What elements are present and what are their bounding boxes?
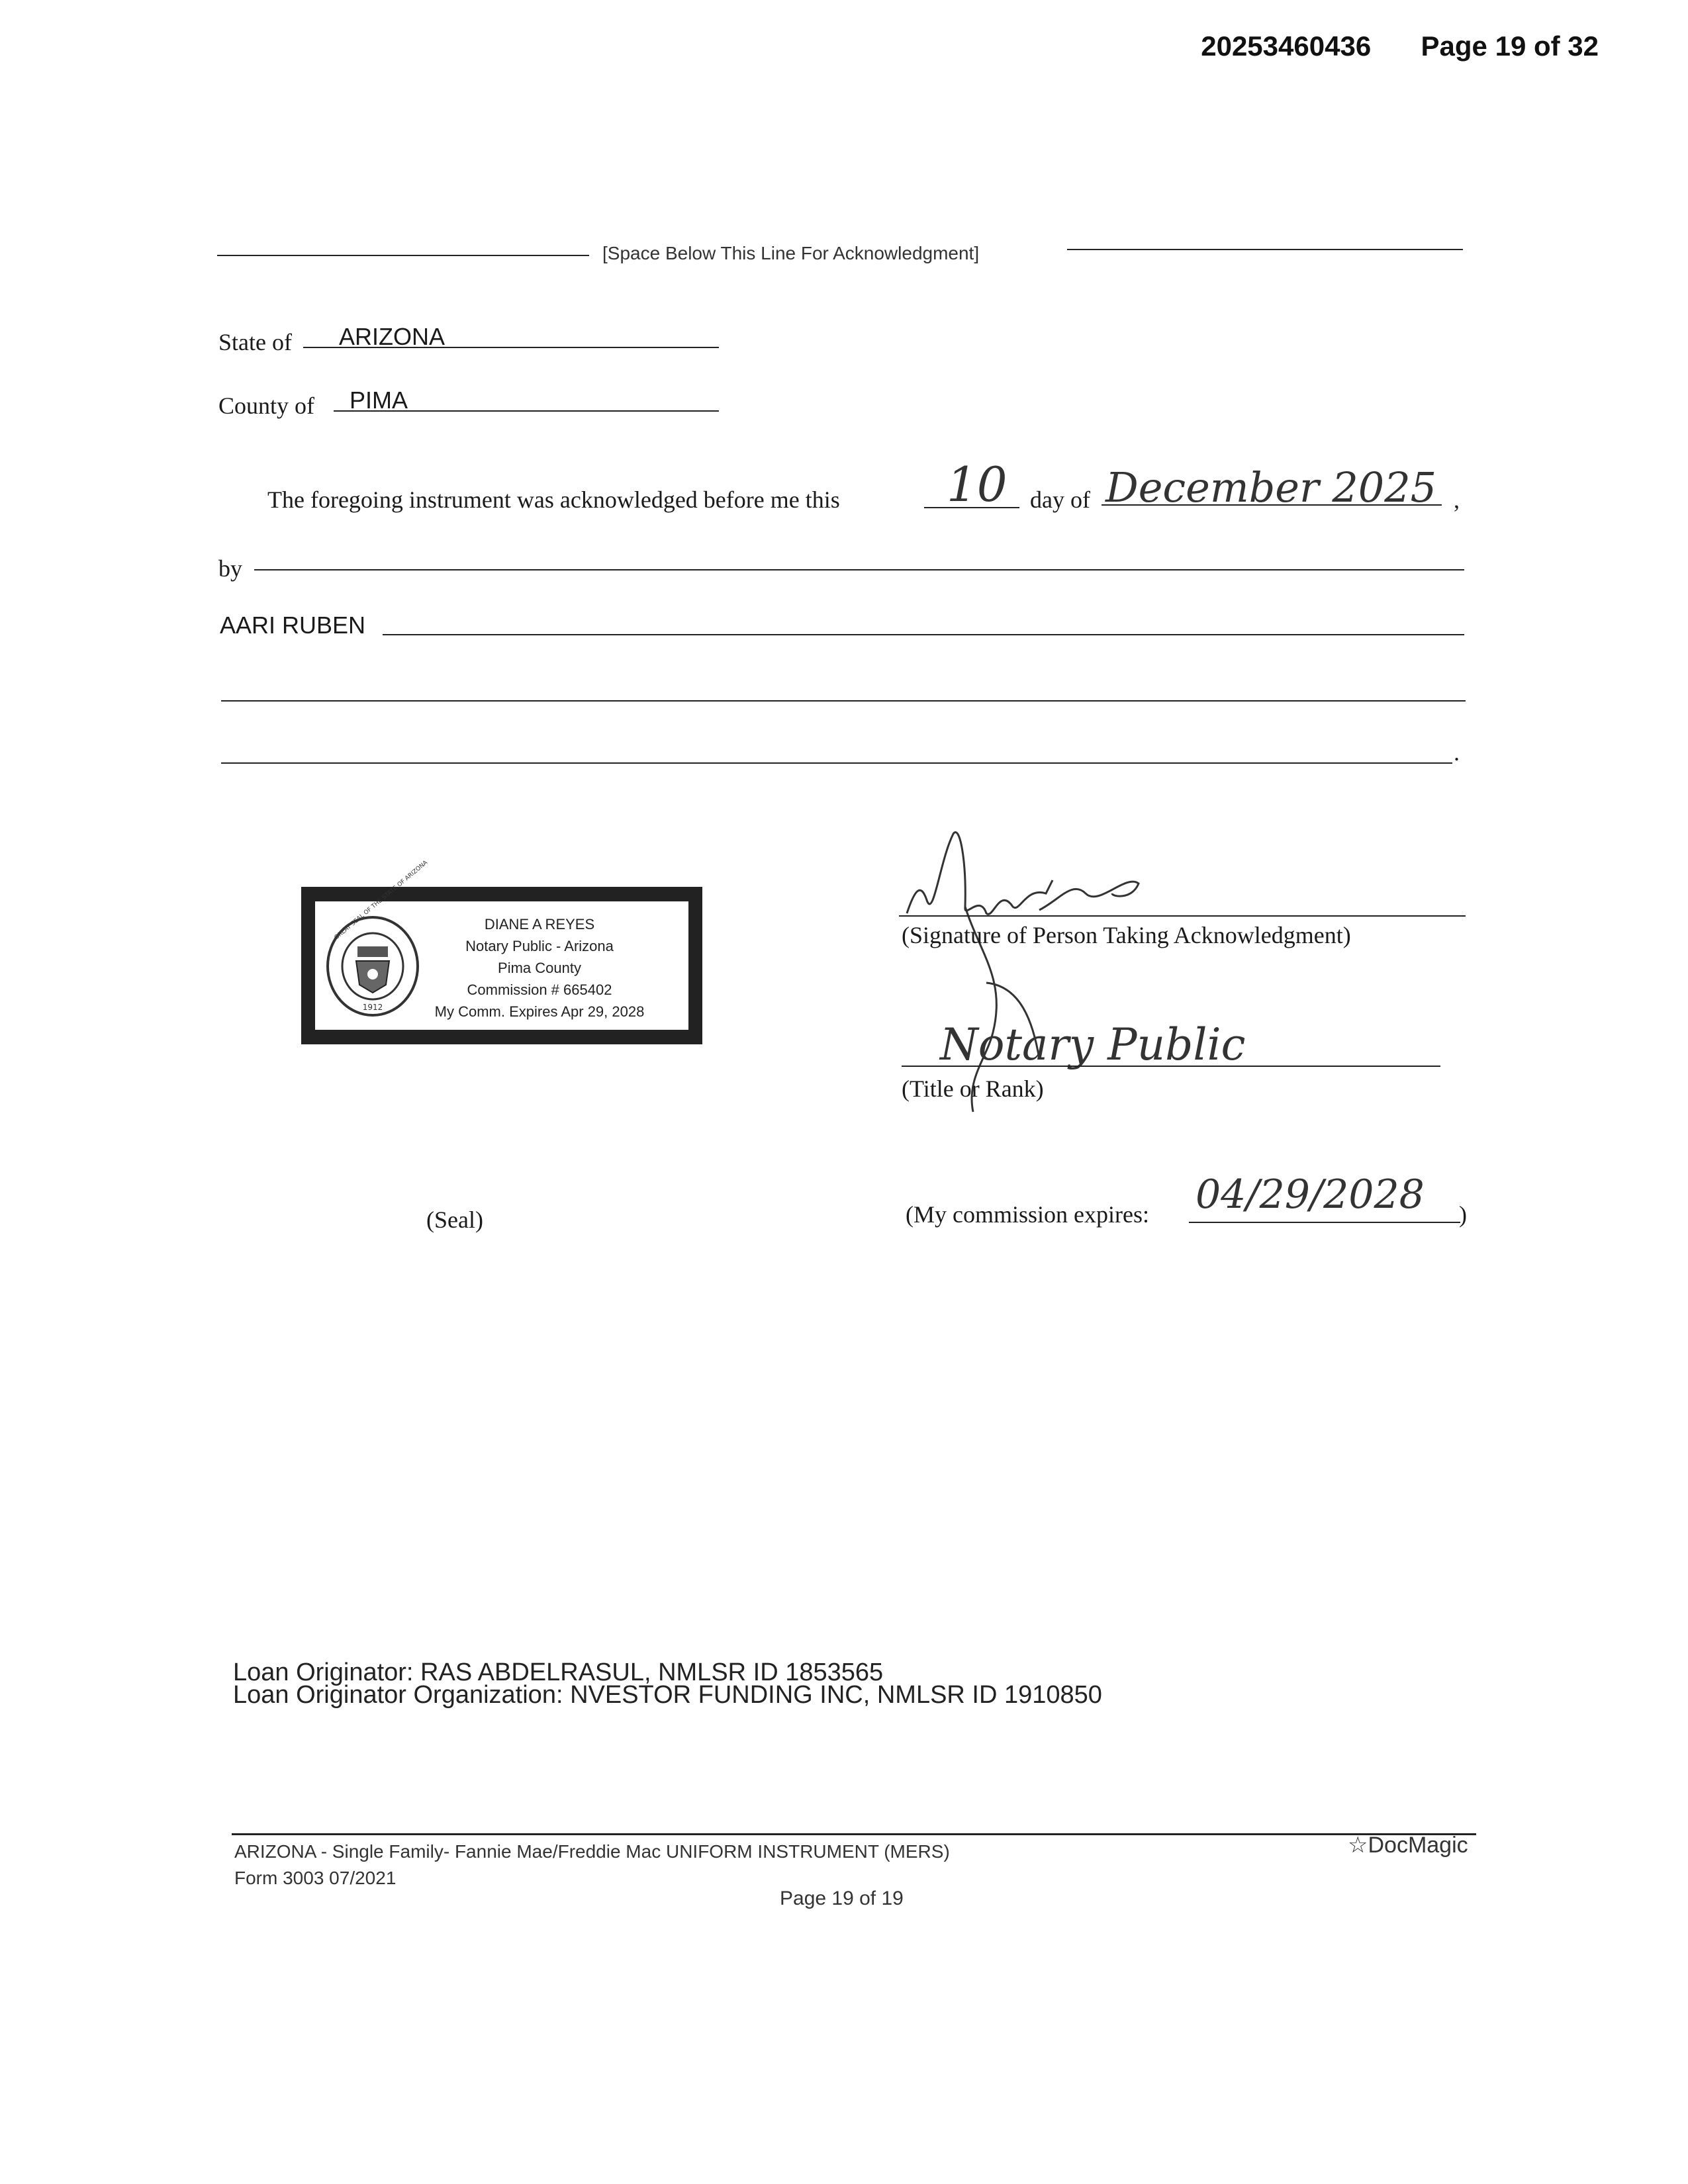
footer-rule: [232, 1833, 1476, 1835]
recording-header: [1201, 30, 1599, 62]
footer-page-of: Page 19 of 19: [780, 1888, 904, 1909]
day-handwritten: 10: [947, 457, 1008, 512]
by-underline: [254, 569, 1464, 570]
title-handwritten: Notary Public: [940, 1019, 1246, 1070]
stamp-expires: My Comm. Expires Apr 29, 2028: [434, 1003, 645, 1020]
county-value: PIMA: [350, 387, 408, 414]
loan-originator-organization-line: Loan Originator Organization: NVESTOR FUNDING INC, NMLSR ID 1910850: [233, 1681, 1102, 1709]
title-underline: [902, 1066, 1440, 1067]
footer-form-title: ARIZONA - Single Family- Fannie Mae/Freddie Mac UNIFORM INSTRUMENT (MERS): [234, 1841, 950, 1862]
recording-number: 20253460436: [1201, 30, 1372, 62]
recording-page-label: Page 19 of 32: [1421, 30, 1599, 62]
title-caption: (Title or Rank): [902, 1075, 1044, 1102]
party-name: AARI RUBEN: [220, 612, 366, 639]
by-label: by: [218, 555, 242, 582]
stamp-title: Notary Public - Arizona: [465, 938, 614, 954]
day-of-label: day of: [1030, 486, 1090, 513]
acknowledgment-divider-text: [Space Below This Line For Acknowledgment]: [602, 243, 980, 263]
county-label: County of: [218, 392, 315, 419]
divider-right: [1067, 249, 1463, 250]
day-underline: [924, 507, 1019, 508]
stamp-commission: Commission # 665402: [467, 981, 612, 998]
signature-underline: [899, 915, 1466, 917]
commission-label: (My commission expires:: [906, 1201, 1149, 1228]
state-underline: [303, 347, 719, 348]
blank-line-2: [221, 762, 1452, 764]
state-label: State of: [218, 329, 292, 355]
footer-form-number: Form 3003 07/2021: [234, 1868, 397, 1888]
seal-caption: (Seal): [426, 1206, 483, 1233]
stamp-name: DIANE A REYES: [484, 916, 595, 933]
docmagic-label: DocMagic: [1368, 1833, 1468, 1858]
signature-caption: (Signature of Person Taking Acknowledgment): [902, 922, 1351, 948]
state-value: ARIZONA: [339, 323, 445, 350]
trailing-period: .: [1454, 739, 1460, 766]
seal-year: 1912: [362, 1003, 383, 1012]
seal-ring-text: GREAT SEAL OF THE STATE OF ARIZONA: [333, 859, 430, 942]
loan-originator-block: [233, 1659, 1102, 1709]
county-underline: [334, 410, 719, 412]
divider-left: [217, 255, 589, 256]
commission-underline: [1189, 1222, 1460, 1223]
notary-stamp-text: [397, 913, 682, 1023]
stamp-county: Pima County: [498, 960, 581, 976]
loan-originator-line: Loan Originator: RAS ABDELRASUL, NMLSR ID 1853565: [233, 1659, 884, 1686]
star-icon: ☆: [1348, 1833, 1368, 1858]
docmagic-brand: [1348, 1832, 1468, 1858]
commission-close: ): [1459, 1201, 1467, 1228]
acknowledgment-sentence: The foregoing instrument was acknowledged before me this: [267, 486, 840, 513]
commission-handwritten: 04/29/2028: [1196, 1171, 1425, 1218]
month-year-handwritten: December 2025: [1105, 463, 1437, 512]
party-name-underline: [383, 634, 1464, 635]
trailing-comma: ,: [1454, 486, 1460, 513]
month-year-underline: [1102, 504, 1442, 506]
blank-line-1: [221, 700, 1466, 702]
